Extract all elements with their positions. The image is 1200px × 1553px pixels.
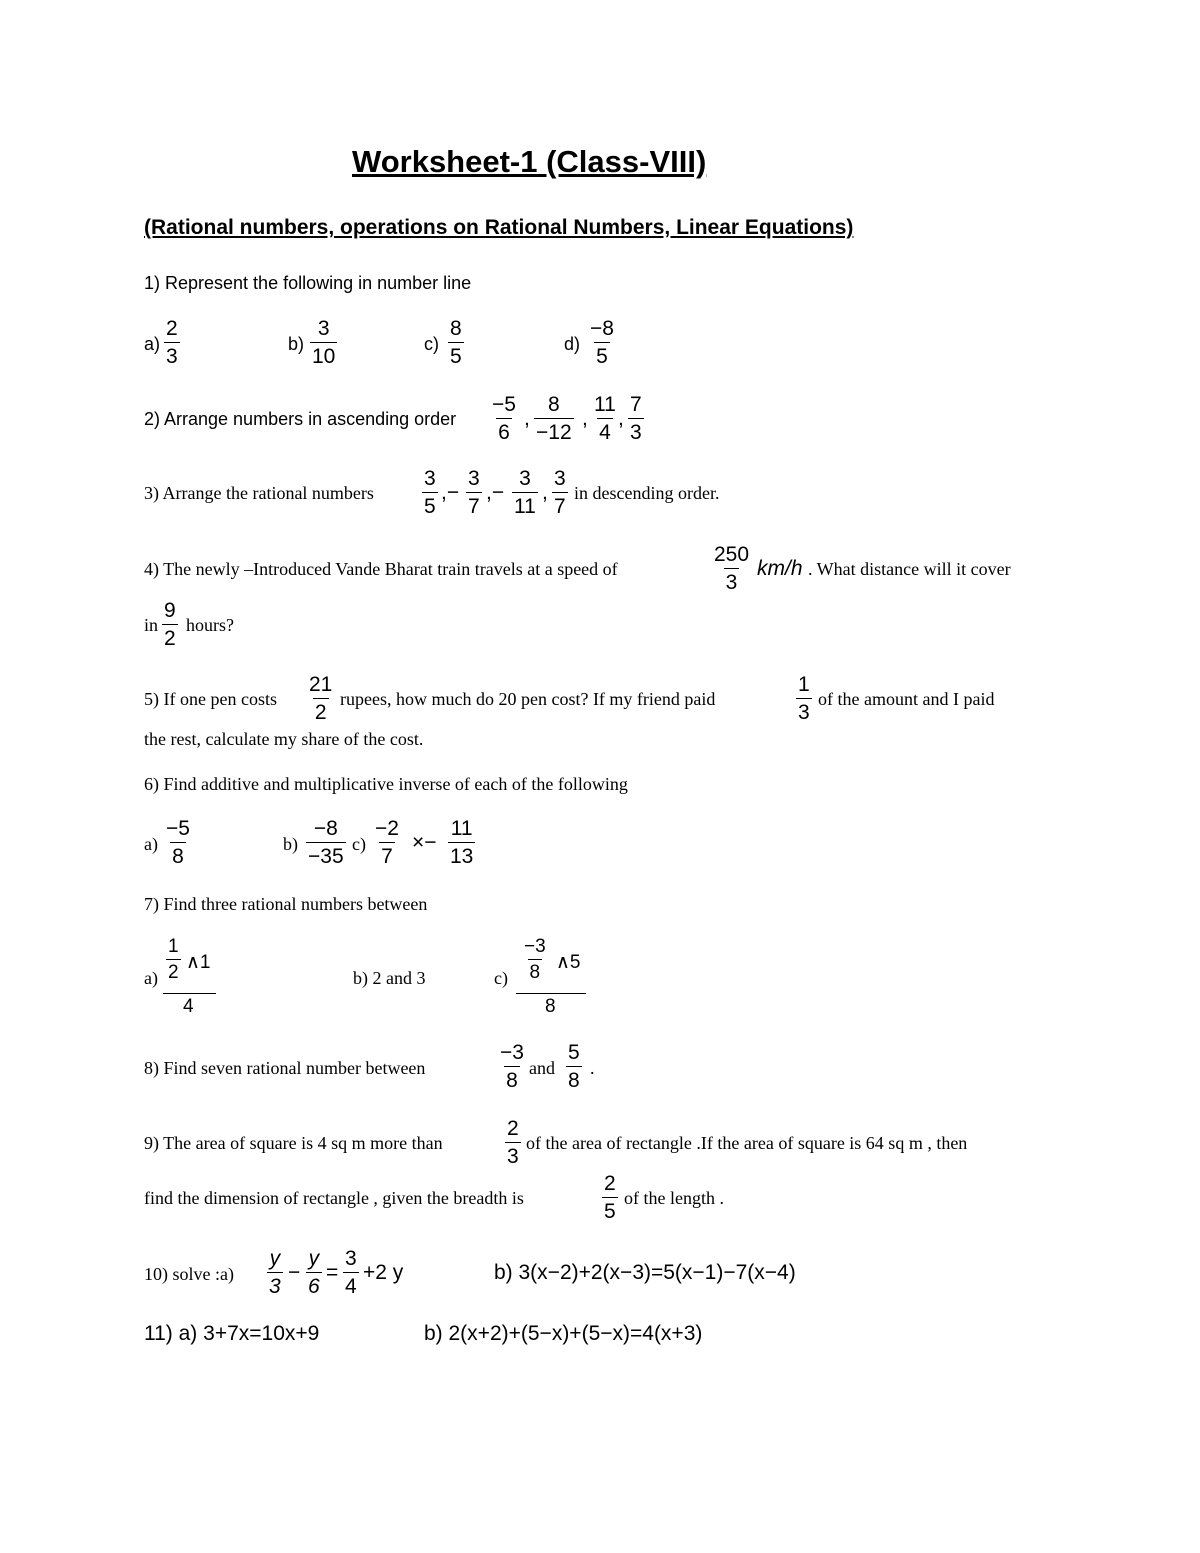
denominator: 7 xyxy=(379,842,395,867)
numerator: 5 xyxy=(568,1041,580,1064)
numerator: 3 xyxy=(519,467,531,490)
question-1-text: 1) Represent the following in number line xyxy=(144,273,472,293)
q6-fraction-c1 xyxy=(373,818,401,867)
q9-fraction-2 xyxy=(602,1173,618,1222)
q4-speed-fraction xyxy=(712,544,751,593)
denominator: 13 xyxy=(448,842,475,867)
denominator: 6 xyxy=(306,1272,322,1297)
q7c-wedge-term: ∧5 xyxy=(556,952,581,973)
q8-fraction-2 xyxy=(566,1042,582,1091)
question-7-text: 7) Find three rational numbers between xyxy=(144,894,428,914)
q2-fraction-4 xyxy=(628,394,644,443)
q8-and-text: and xyxy=(529,1058,555,1078)
q10a-fraction-y3 xyxy=(267,1248,283,1297)
denominator: 2 xyxy=(162,624,178,649)
denominator: 8 xyxy=(170,842,186,867)
numerator: 250 xyxy=(714,543,750,566)
q9-line2-end: of the length . xyxy=(624,1188,724,1208)
q11a-equation: 11) a) 3+7x=10x+9 xyxy=(144,1322,320,1345)
numerator: 11 xyxy=(450,817,473,840)
q1-label-a: a) xyxy=(144,334,161,354)
question-8-text: 8) Find seven rational number between xyxy=(144,1058,426,1078)
q7a-fraction-bar xyxy=(163,993,216,994)
denominator: 5 xyxy=(594,342,610,367)
numerator: 1 xyxy=(168,936,179,957)
q4-speed-unit: km/h xyxy=(757,557,803,580)
q2-comma-1: , xyxy=(524,407,530,430)
denominator: 8 xyxy=(504,1066,520,1091)
q10b-equation: b) 3(x−2)+2(x−3)=5(x−1)−7(x−4) xyxy=(494,1261,796,1284)
q4-line2-prefix: in xyxy=(144,615,159,635)
q7a-wedge-term: ∧1 xyxy=(186,952,211,973)
q6-fraction-b xyxy=(306,818,346,867)
numerator: −5 xyxy=(166,817,190,840)
question-2-text: 2) Arrange numbers in ascending order xyxy=(144,409,457,429)
denominator: 3 xyxy=(796,698,812,723)
q9-fraction-1 xyxy=(505,1118,521,1167)
q7-label-c: c) xyxy=(494,968,508,988)
numerator: 11 xyxy=(594,393,616,416)
q7a-denominator: 4 xyxy=(183,996,194,1017)
q4-line2-suffix: hours? xyxy=(186,615,234,635)
numerator: 3 xyxy=(468,467,480,490)
denominator: 3 xyxy=(724,568,740,593)
numerator: −8 xyxy=(590,317,614,340)
question-10-label: 10) solve :a) xyxy=(144,1264,234,1284)
numerator: 3 xyxy=(317,317,330,340)
q3-fraction-4 xyxy=(552,468,568,517)
q10a-minus: − xyxy=(288,1261,301,1284)
numerator: 2 xyxy=(604,1172,616,1195)
q3-separator-2: ,− xyxy=(486,481,505,504)
q6-fraction-a xyxy=(164,818,192,867)
numerator: −3 xyxy=(524,936,546,957)
numerator: 7 xyxy=(630,393,642,416)
q2-comma-3: , xyxy=(618,407,624,430)
numerator: −8 xyxy=(313,817,338,840)
q3-separator-1: ,− xyxy=(441,481,460,504)
q1-label-b: b) xyxy=(288,334,305,354)
denominator: 3 xyxy=(628,418,644,443)
denominator: 7 xyxy=(552,492,568,517)
denominator: 3 xyxy=(164,342,180,367)
q4-hours-fraction xyxy=(162,600,178,649)
numerator: 21 xyxy=(309,673,333,696)
q9-line2: find the dimension of rectangle , given the breadth is xyxy=(144,1188,524,1208)
q3-fraction-2 xyxy=(466,468,482,517)
q10a-plus-2y: +2 y xyxy=(363,1261,404,1284)
question-5-text: 5) If one pen costs xyxy=(144,689,277,709)
numerator: 3 xyxy=(554,467,566,490)
q8-period: . xyxy=(590,1058,595,1078)
question-4-text: 4) The newly –Introduced Vande Bharat train travels at a speed of xyxy=(144,559,618,579)
q1-fraction-a xyxy=(164,318,180,367)
q1-label-c: c) xyxy=(424,334,439,354)
numerator: 9 xyxy=(164,599,176,622)
q1-fraction-b xyxy=(310,318,337,367)
q5-text-middle: rupees, how much do 20 pen cost? If my friend paid xyxy=(340,689,716,709)
numerator: −2 xyxy=(375,817,399,840)
q2-fraction-3 xyxy=(592,394,618,443)
denominator: 4 xyxy=(343,1272,359,1297)
q1-fraction-c xyxy=(448,318,464,367)
denominator: 10 xyxy=(310,342,337,367)
denominator: 3 xyxy=(267,1272,283,1297)
q10a-fraction-y6 xyxy=(306,1248,322,1297)
denominator: 2 xyxy=(313,698,329,723)
q10a-equals: = xyxy=(326,1261,339,1284)
denominator: 8 xyxy=(528,959,543,982)
q9-text-continued: of the area of rectangle .If the area of square is 64 sq m , then xyxy=(526,1133,968,1153)
q5-text-end: of the amount and I paid xyxy=(818,689,995,709)
numerator: y xyxy=(269,1247,281,1270)
numerator: 8 xyxy=(450,317,462,340)
q10a-fraction-3-4 xyxy=(343,1248,359,1297)
numerator: y xyxy=(308,1247,320,1270)
worksheet-subtitle: (Rational numbers, operations on Rational Numbers, Linear Equations) xyxy=(144,216,854,239)
denominator: 5 xyxy=(448,342,464,367)
q6-label-a: a) xyxy=(144,834,158,854)
denominator: 7 xyxy=(466,492,482,517)
q7c-fraction-bar xyxy=(516,993,586,994)
numerator: 3 xyxy=(424,467,436,490)
denominator: 5 xyxy=(602,1197,618,1222)
q2-fraction-1 xyxy=(490,394,518,443)
numerator: −5 xyxy=(492,393,516,416)
q8-fraction-1 xyxy=(498,1042,526,1091)
denominator: 2 xyxy=(166,959,181,982)
numerator: 8 xyxy=(547,393,560,416)
denominator: 4 xyxy=(597,418,613,443)
q1-label-d: d) xyxy=(564,334,581,354)
q5-share-fraction xyxy=(796,674,812,723)
numerator: 3 xyxy=(345,1247,357,1270)
q3-fraction-1 xyxy=(422,468,438,517)
q6-label-b: b) xyxy=(283,834,298,854)
q2-fraction-2 xyxy=(534,394,574,443)
q5-cost-fraction xyxy=(307,674,334,723)
q6-times-sign: ×− xyxy=(412,831,437,854)
denominator: −35 xyxy=(306,842,346,867)
q6-fraction-c2 xyxy=(448,818,475,867)
numerator: 1 xyxy=(798,673,810,696)
q3-tail-text: in descending order. xyxy=(574,483,720,503)
denominator: −12 xyxy=(534,418,574,443)
question-9-text: 9) The area of square is 4 sq m more than xyxy=(144,1133,443,1153)
denominator: 11 xyxy=(512,492,538,517)
q5-line2: the rest, calculate my share of the cost. xyxy=(144,729,424,749)
q7c-inner-fraction xyxy=(522,937,548,982)
numerator: 2 xyxy=(507,1117,519,1140)
numerator: −3 xyxy=(500,1041,524,1064)
q7a-inner-fraction xyxy=(166,937,181,982)
worksheet-title: Worksheet-1 (Class-VIII) xyxy=(352,144,707,179)
numerator: 2 xyxy=(166,317,178,340)
q11b-equation: b) 2(x+2)+(5−x)+(5−x)=4(x+3) xyxy=(424,1322,703,1345)
question-3-text: 3) Arrange the rational numbers xyxy=(144,483,374,503)
question-6-text: 6) Find additive and multiplicative inverse of each of the following xyxy=(144,774,628,794)
denominator: 6 xyxy=(496,418,512,443)
denominator: 8 xyxy=(566,1066,582,1091)
q2-comma-2: , xyxy=(582,407,588,430)
q7-option-b: b) 2 and 3 xyxy=(353,968,426,988)
q1-fraction-d xyxy=(588,318,616,367)
q7-label-a: a) xyxy=(144,968,158,988)
q3-separator-3: , xyxy=(542,481,548,504)
denominator: 5 xyxy=(422,492,438,517)
q4-text-continued: . What distance will it cover xyxy=(808,559,1011,579)
denominator: 3 xyxy=(505,1142,521,1167)
q7c-denominator: 8 xyxy=(545,996,556,1017)
q3-fraction-3 xyxy=(512,468,538,517)
q6-label-c: c) xyxy=(352,834,366,854)
